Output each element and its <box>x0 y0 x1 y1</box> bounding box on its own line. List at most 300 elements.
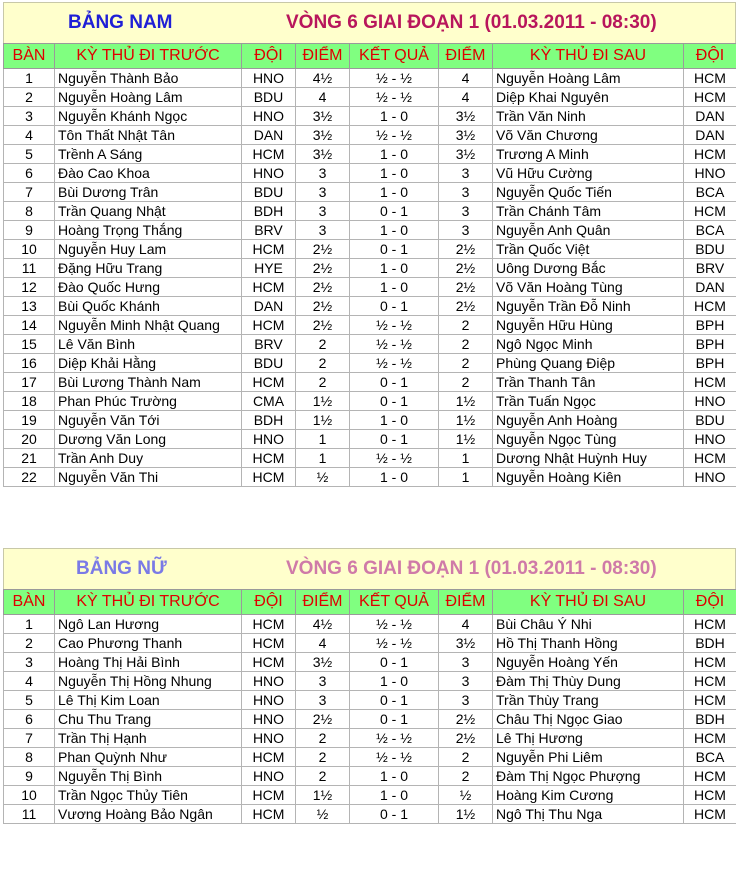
black-player-cell: Uông Dương Bắc <box>493 259 684 278</box>
black-player-cell: Trần Chánh Tâm <box>493 202 684 221</box>
black-player-cell: Nguyễn Hoàng Kiên <box>493 468 684 487</box>
white-player-cell: Cao Phương Thanh <box>55 634 242 653</box>
black-player-cell: Trương A Minh <box>493 145 684 164</box>
black-team-cell: DAN <box>684 107 737 126</box>
table-row <box>4 335 737 354</box>
men-header-row <box>4 44 737 69</box>
black-team-cell: HCM <box>684 767 737 786</box>
table-row <box>4 691 737 710</box>
table-row <box>4 729 737 748</box>
white-score-cell: 2 <box>296 748 350 767</box>
white-team-cell: BRV <box>242 335 296 354</box>
black-player-cell: Nguyễn Ngọc Tùng <box>493 430 684 449</box>
white-team-cell: HCM <box>242 615 296 634</box>
black-score-cell: 1 <box>439 468 493 487</box>
table-row <box>4 615 737 634</box>
white-player-cell: Lê Văn Bình <box>55 335 242 354</box>
white-player-cell: Lê Thị Kim Loan <box>55 691 242 710</box>
black-player-cell: Lê Thị Hương <box>493 729 684 748</box>
table-row <box>4 653 737 672</box>
column-header-board-number: BÀN <box>4 44 55 69</box>
board-number-cell: 11 <box>4 259 55 278</box>
black-score-cell: 2 <box>439 748 493 767</box>
black-score-cell: 2 <box>439 335 493 354</box>
black-score-cell: 3 <box>439 202 493 221</box>
black-score-cell: 3 <box>439 672 493 691</box>
black-team-cell: HCM <box>684 672 737 691</box>
white-player-cell: Nguyễn Hoàng Lâm <box>55 88 242 107</box>
white-team-cell: HNO <box>242 729 296 748</box>
white-team-cell: HNO <box>242 767 296 786</box>
white-team-cell: HCM <box>242 373 296 392</box>
result-cell: 0 - 1 <box>350 240 439 259</box>
white-player-cell: Nguyễn Văn Thi <box>55 468 242 487</box>
white-score-cell: 3 <box>296 183 350 202</box>
black-player-cell: Dương Nhật Huỳnh Huy <box>493 449 684 468</box>
white-player-cell: Nguyễn Minh Nhật Quang <box>55 316 242 335</box>
result-cell: 1 - 0 <box>350 468 439 487</box>
column-header-black-player: KỲ THỦ ĐI SAU <box>493 590 684 615</box>
board-number-cell: 4 <box>4 672 55 691</box>
board-number-cell: 14 <box>4 316 55 335</box>
result-cell: ½ - ½ <box>350 126 439 145</box>
white-player-cell: Trần Anh Duy <box>55 449 242 468</box>
table-row <box>4 145 737 164</box>
white-team-cell: DAN <box>242 297 296 316</box>
white-team-cell: HNO <box>242 69 296 88</box>
black-team-cell: BRV <box>684 259 737 278</box>
black-team-cell: BCA <box>684 183 737 202</box>
table-row <box>4 297 737 316</box>
white-team-cell: HNO <box>242 164 296 183</box>
white-player-cell: Bùi Dương Trân <box>55 183 242 202</box>
white-team-cell: HCM <box>242 145 296 164</box>
white-team-cell: BRV <box>242 221 296 240</box>
black-team-cell: HCM <box>684 88 737 107</box>
white-player-cell: Phan Quỳnh Như <box>55 748 242 767</box>
table-row <box>4 316 737 335</box>
white-score-cell: ½ <box>296 805 350 824</box>
black-player-cell: Đàm Thị Ngọc Phượng <box>493 767 684 786</box>
table-row <box>4 468 737 487</box>
white-score-cell: 4 <box>296 634 350 653</box>
white-team-cell: HNO <box>242 107 296 126</box>
table-row <box>4 183 737 202</box>
white-player-cell: Nguyễn Khánh Ngọc <box>55 107 242 126</box>
column-header-white-player: KỲ THỦ ĐI TRƯỚC <box>55 590 242 615</box>
column-header-white-team: ĐỘI <box>242 590 296 615</box>
white-team-cell: HYE <box>242 259 296 278</box>
table-row <box>4 354 737 373</box>
board-number-cell: 12 <box>4 278 55 297</box>
white-team-cell: HCM <box>242 653 296 672</box>
white-score-cell: 3 <box>296 691 350 710</box>
board-number-cell: 11 <box>4 805 55 824</box>
white-team-cell: HCM <box>242 316 296 335</box>
white-team-cell: HCM <box>242 240 296 259</box>
black-score-cell: 2½ <box>439 259 493 278</box>
black-score-cell: 2½ <box>439 278 493 297</box>
white-team-cell: BDU <box>242 354 296 373</box>
table-row <box>4 805 737 824</box>
men-board-panel <box>3 2 736 510</box>
board-number-cell: 22 <box>4 468 55 487</box>
white-player-cell: Nguyễn Thị Hồng Nhung <box>55 672 242 691</box>
women-pairings-table <box>3 589 736 824</box>
black-player-cell: Châu Thị Ngọc Giao <box>493 710 684 729</box>
black-team-cell: BPH <box>684 354 737 373</box>
black-player-cell: Trần Văn Ninh <box>493 107 684 126</box>
white-player-cell: Phan Phúc Trường <box>55 392 242 411</box>
black-player-cell: Nguyễn Hữu Hùng <box>493 316 684 335</box>
white-score-cell: 3½ <box>296 126 350 145</box>
table-row <box>4 240 737 259</box>
black-player-cell: Nguyễn Phi Liêm <box>493 748 684 767</box>
white-team-cell: CMA <box>242 392 296 411</box>
column-header-black-team: ĐỘI <box>684 590 737 615</box>
black-player-cell: Nguyễn Hoàng Lâm <box>493 69 684 88</box>
women-header-row <box>4 590 737 615</box>
white-player-cell: Chu Thu Trang <box>55 710 242 729</box>
white-score-cell: 2½ <box>296 710 350 729</box>
result-cell: ½ - ½ <box>350 748 439 767</box>
board-number-cell: 6 <box>4 710 55 729</box>
result-cell: ½ - ½ <box>350 615 439 634</box>
result-cell: 1 - 0 <box>350 164 439 183</box>
black-team-cell: BPH <box>684 316 737 335</box>
white-player-cell: Hoàng Trọng Thắng <box>55 221 242 240</box>
board-number-cell: 5 <box>4 691 55 710</box>
table-row <box>4 411 737 430</box>
black-score-cell: 3½ <box>439 634 493 653</box>
white-score-cell: 3 <box>296 202 350 221</box>
result-cell: 1 - 0 <box>350 221 439 240</box>
result-cell: 1 - 0 <box>350 259 439 278</box>
black-team-cell: HNO <box>684 164 737 183</box>
table-row <box>4 634 737 653</box>
result-cell: ½ - ½ <box>350 354 439 373</box>
white-score-cell: ½ <box>296 468 350 487</box>
column-header-board-number: BÀN <box>4 590 55 615</box>
black-team-cell: HCM <box>684 691 737 710</box>
black-team-cell: HCM <box>684 202 737 221</box>
black-score-cell: 2 <box>439 767 493 786</box>
result-cell: 0 - 1 <box>350 202 439 221</box>
black-team-cell: HCM <box>684 145 737 164</box>
black-player-cell: Võ Văn Hoàng Tùng <box>493 278 684 297</box>
result-cell: 1 - 0 <box>350 183 439 202</box>
white-player-cell: Trềnh A Sáng <box>55 145 242 164</box>
result-cell: 1 - 0 <box>350 145 439 164</box>
white-team-cell: BDU <box>242 183 296 202</box>
white-player-cell: Dương Văn Long <box>55 430 242 449</box>
white-score-cell: 1 <box>296 449 350 468</box>
white-player-cell: Ngô Lan Hương <box>55 615 242 634</box>
white-player-cell: Tôn Thất Nhật Tân <box>55 126 242 145</box>
table-row <box>4 221 737 240</box>
white-score-cell: 1½ <box>296 411 350 430</box>
black-player-cell: Phùng Quang Điệp <box>493 354 684 373</box>
table-row <box>4 767 737 786</box>
white-team-cell: BDH <box>242 202 296 221</box>
white-score-cell: 4½ <box>296 69 350 88</box>
white-team-cell: BDH <box>242 411 296 430</box>
board-number-cell: 1 <box>4 615 55 634</box>
white-team-cell: BDU <box>242 88 296 107</box>
white-team-cell: HNO <box>242 672 296 691</box>
white-score-cell: 4½ <box>296 615 350 634</box>
board-number-cell: 10 <box>4 786 55 805</box>
board-number-cell: 21 <box>4 449 55 468</box>
black-team-cell: BCA <box>684 748 737 767</box>
women-round-title: VÒNG 6 GIAI ĐOẠN 1 (01.03.2011 - 08:30) <box>286 558 657 579</box>
table-row <box>4 69 737 88</box>
white-team-cell: DAN <box>242 126 296 145</box>
men-board-title: BẢNG NAM <box>68 12 173 33</box>
column-header-black-score: ĐIỂM <box>439 590 493 615</box>
result-cell: ½ - ½ <box>350 729 439 748</box>
result-cell: 0 - 1 <box>350 430 439 449</box>
white-score-cell: 2 <box>296 729 350 748</box>
white-player-cell: Nguyễn Thành Bảo <box>55 69 242 88</box>
white-score-cell: 2½ <box>296 316 350 335</box>
black-player-cell: Trần Quốc Việt <box>493 240 684 259</box>
column-header-result: KẾT QUẢ <box>350 44 439 69</box>
black-team-cell: DAN <box>684 278 737 297</box>
black-score-cell: 2½ <box>439 240 493 259</box>
black-score-cell: 2 <box>439 316 493 335</box>
black-score-cell: 2 <box>439 373 493 392</box>
table-row <box>4 786 737 805</box>
black-team-cell: BDU <box>684 411 737 430</box>
white-team-cell: HNO <box>242 691 296 710</box>
white-score-cell: 2 <box>296 767 350 786</box>
black-team-cell: HCM <box>684 69 737 88</box>
table-row <box>4 88 737 107</box>
white-score-cell: 2½ <box>296 278 350 297</box>
white-player-cell: Nguyễn Thị Bình <box>55 767 242 786</box>
result-cell: ½ - ½ <box>350 69 439 88</box>
black-team-cell: HCM <box>684 373 737 392</box>
black-score-cell: 3½ <box>439 126 493 145</box>
board-number-cell: 6 <box>4 164 55 183</box>
result-cell: 0 - 1 <box>350 297 439 316</box>
black-score-cell: 3 <box>439 691 493 710</box>
white-player-cell: Diệp Khải Hằng <box>55 354 242 373</box>
result-cell: 0 - 1 <box>350 805 439 824</box>
white-score-cell: 3 <box>296 221 350 240</box>
white-player-cell: Vương Hoàng Bảo Ngân <box>55 805 242 824</box>
black-score-cell: 3½ <box>439 145 493 164</box>
white-score-cell: 2 <box>296 335 350 354</box>
board-number-cell: 3 <box>4 107 55 126</box>
white-player-cell: Bùi Quốc Khánh <box>55 297 242 316</box>
black-team-cell: HCM <box>684 805 737 824</box>
black-player-cell: Hoàng Kim Cương <box>493 786 684 805</box>
white-team-cell: HCM <box>242 786 296 805</box>
result-cell: 1 - 0 <box>350 107 439 126</box>
black-team-cell: DAN <box>684 126 737 145</box>
board-number-cell: 20 <box>4 430 55 449</box>
board-number-cell: 15 <box>4 335 55 354</box>
black-player-cell: Ngô Ngọc Minh <box>493 335 684 354</box>
white-team-cell: HCM <box>242 278 296 297</box>
black-team-cell: HCM <box>684 449 737 468</box>
black-score-cell: ½ <box>439 786 493 805</box>
black-score-cell: 3½ <box>439 107 493 126</box>
white-player-cell: Đào Cao Khoa <box>55 164 242 183</box>
black-score-cell: 4 <box>439 88 493 107</box>
table-row <box>4 373 737 392</box>
table-row <box>4 164 737 183</box>
women-table-body <box>4 615 737 824</box>
white-team-cell: HNO <box>242 430 296 449</box>
white-score-cell: 3½ <box>296 145 350 164</box>
women-board-panel <box>3 548 736 881</box>
black-score-cell: 1½ <box>439 805 493 824</box>
white-score-cell: 4 <box>296 88 350 107</box>
black-team-cell: HCM <box>684 615 737 634</box>
black-player-cell: Nguyễn Quốc Tiến <box>493 183 684 202</box>
column-header-white-score: ĐIỂM <box>296 590 350 615</box>
result-cell: ½ - ½ <box>350 449 439 468</box>
table-row <box>4 278 737 297</box>
column-header-white-player: KỲ THỦ ĐI TRƯỚC <box>55 44 242 69</box>
black-team-cell: HNO <box>684 392 737 411</box>
white-player-cell: Đào Quốc Hưng <box>55 278 242 297</box>
white-score-cell: 3 <box>296 164 350 183</box>
black-team-cell: BDU <box>684 240 737 259</box>
black-team-cell: BPH <box>684 335 737 354</box>
white-score-cell: 1½ <box>296 392 350 411</box>
men-round-title: VÒNG 6 GIAI ĐOẠN 1 (01.03.2011 - 08:30) <box>286 12 657 33</box>
black-player-cell: Trần Thùy Trang <box>493 691 684 710</box>
result-cell: 0 - 1 <box>350 710 439 729</box>
white-team-cell: HCM <box>242 805 296 824</box>
board-number-cell: 10 <box>4 240 55 259</box>
black-score-cell: 3 <box>439 653 493 672</box>
black-score-cell: 2 <box>439 354 493 373</box>
result-cell: 0 - 1 <box>350 653 439 672</box>
black-player-cell: Hồ Thị Thanh Hồng <box>493 634 684 653</box>
table-row <box>4 107 737 126</box>
column-header-black-player: KỲ THỦ ĐI SAU <box>493 44 684 69</box>
result-cell: ½ - ½ <box>350 88 439 107</box>
white-player-cell: Bùi Lương Thành Nam <box>55 373 242 392</box>
white-score-cell: 3½ <box>296 653 350 672</box>
board-number-cell: 13 <box>4 297 55 316</box>
board-number-cell: 2 <box>4 634 55 653</box>
board-number-cell: 9 <box>4 221 55 240</box>
result-cell: 1 - 0 <box>350 786 439 805</box>
board-number-cell: 4 <box>4 126 55 145</box>
black-player-cell: Đàm Thị Thùy Dung <box>493 672 684 691</box>
white-score-cell: 3 <box>296 672 350 691</box>
result-cell: ½ - ½ <box>350 335 439 354</box>
result-cell: ½ - ½ <box>350 634 439 653</box>
table-row <box>4 710 737 729</box>
white-player-cell: Nguyễn Huy Lam <box>55 240 242 259</box>
white-team-cell: HCM <box>242 634 296 653</box>
result-cell: 1 - 0 <box>350 411 439 430</box>
black-player-cell: Diệp Khai Nguyên <box>493 88 684 107</box>
table-row <box>4 748 737 767</box>
women-title-row <box>3 548 736 589</box>
white-player-cell: Nguyễn Văn Tới <box>55 411 242 430</box>
result-cell: 0 - 1 <box>350 691 439 710</box>
black-team-cell: HCM <box>684 297 737 316</box>
board-number-cell: 2 <box>4 88 55 107</box>
black-score-cell: 4 <box>439 69 493 88</box>
black-player-cell: Võ Văn Chương <box>493 126 684 145</box>
table-row <box>4 430 737 449</box>
table-row <box>4 126 737 145</box>
result-cell: 0 - 1 <box>350 373 439 392</box>
board-number-cell: 8 <box>4 748 55 767</box>
white-team-cell: HCM <box>242 748 296 767</box>
black-score-cell: 2½ <box>439 297 493 316</box>
white-player-cell: Đặng Hữu Trang <box>55 259 242 278</box>
board-number-cell: 18 <box>4 392 55 411</box>
table-row <box>4 672 737 691</box>
black-team-cell: HNO <box>684 468 737 487</box>
board-number-cell: 5 <box>4 145 55 164</box>
men-title-row <box>3 2 736 43</box>
white-player-cell: Trần Thị Hạnh <box>55 729 242 748</box>
black-player-cell: Vũ Hữu Cường <box>493 164 684 183</box>
table-row <box>4 259 737 278</box>
white-player-cell: Hoàng Thị Hải Bình <box>55 653 242 672</box>
black-team-cell: BDH <box>684 634 737 653</box>
white-score-cell: 1½ <box>296 786 350 805</box>
board-number-cell: 8 <box>4 202 55 221</box>
black-player-cell: Nguyễn Anh Quân <box>493 221 684 240</box>
white-score-cell: 1 <box>296 430 350 449</box>
white-score-cell: 3½ <box>296 107 350 126</box>
white-team-cell: HNO <box>242 710 296 729</box>
board-number-cell: 16 <box>4 354 55 373</box>
black-player-cell: Trần Thanh Tân <box>493 373 684 392</box>
white-team-cell: HCM <box>242 449 296 468</box>
black-player-cell: Trần Tuấn Ngọc <box>493 392 684 411</box>
black-score-cell: 1½ <box>439 392 493 411</box>
black-score-cell: 4 <box>439 615 493 634</box>
table-row <box>4 449 737 468</box>
white-score-cell: 2½ <box>296 240 350 259</box>
men-pairings-table <box>3 43 736 487</box>
white-player-cell: Trần Quang Nhật <box>55 202 242 221</box>
board-number-cell: 7 <box>4 729 55 748</box>
result-cell: 1 - 0 <box>350 672 439 691</box>
column-header-result: KẾT QUẢ <box>350 590 439 615</box>
black-player-cell: Bùi Châu Ý Nhi <box>493 615 684 634</box>
black-player-cell: Nguyễn Trần Đỗ Ninh <box>493 297 684 316</box>
column-header-black-score: ĐIỂM <box>439 44 493 69</box>
black-score-cell: 1½ <box>439 411 493 430</box>
black-team-cell: HNO <box>684 430 737 449</box>
black-player-cell: Nguyễn Anh Hoàng <box>493 411 684 430</box>
white-score-cell: 2 <box>296 354 350 373</box>
black-team-cell: HCM <box>684 729 737 748</box>
board-number-cell: 1 <box>4 69 55 88</box>
men-table-body <box>4 69 737 487</box>
board-number-cell: 17 <box>4 373 55 392</box>
black-score-cell: 3 <box>439 164 493 183</box>
result-cell: 1 - 0 <box>350 767 439 786</box>
women-board-title: BẢNG NỮ <box>76 558 167 579</box>
black-team-cell: HCM <box>684 786 737 805</box>
black-player-cell: Ngô Thị Thu Nga <box>493 805 684 824</box>
